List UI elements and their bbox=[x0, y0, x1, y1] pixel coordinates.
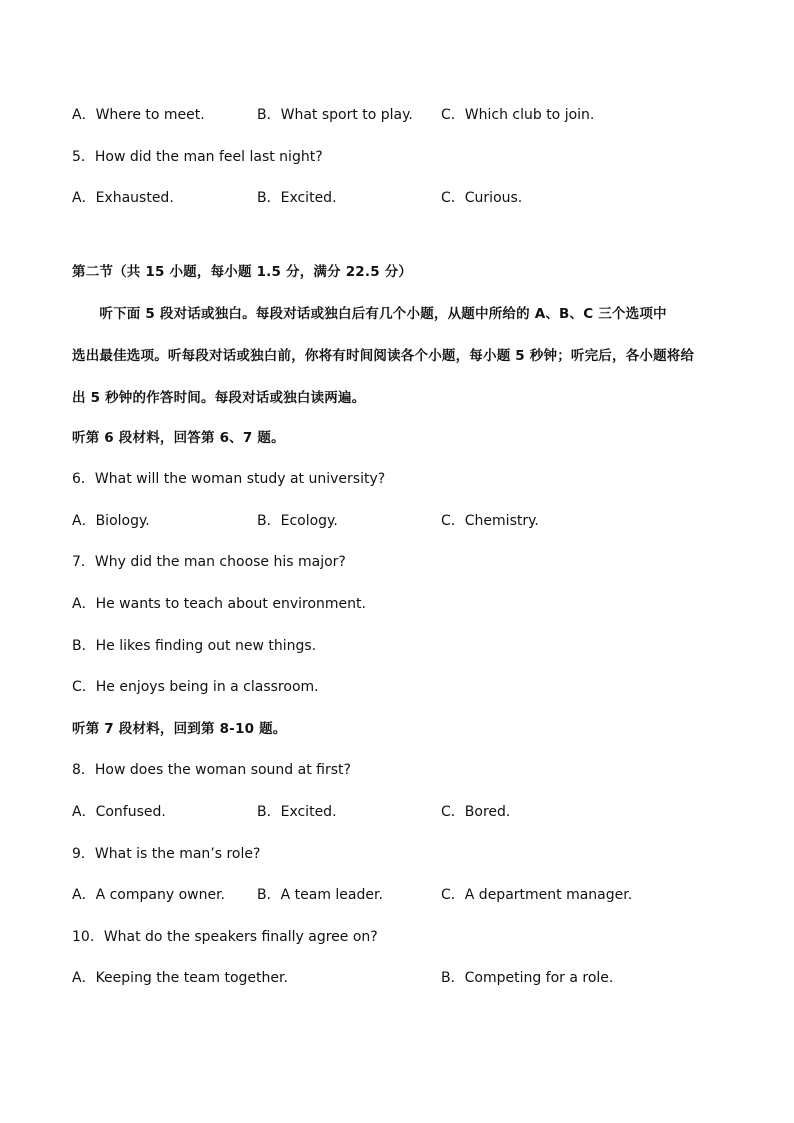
q7-option-a: A．He wants to teach about environment. bbox=[72, 596, 366, 612]
q5-question: 5．How did the man feel last night? bbox=[72, 149, 323, 165]
q8-option-a: A．Confused. bbox=[72, 804, 166, 820]
material6-intro: 听第 6 段材料，回答第 6、7 题。 bbox=[72, 430, 285, 446]
section2-instructions-line1: 听下面 5 段对话或独白。每段对话或独白后有几个小题，从题中所给的 A、B、C 三个选项中 bbox=[72, 306, 667, 322]
material7-intro: 听第 7 段材料，回到第 8-10 题。 bbox=[72, 721, 287, 737]
q5-option-a: A．Exhausted. bbox=[72, 190, 174, 206]
q6-option-c: C．Chemistry. bbox=[441, 513, 539, 529]
q5-option-b: B．Excited. bbox=[257, 190, 337, 206]
q8-option-c: C．Bored. bbox=[441, 804, 511, 820]
q7-option-b: B．He likes finding out new things. bbox=[72, 638, 317, 654]
q7-question: 7．Why did the man choose his major? bbox=[72, 554, 346, 570]
q5-option-c: C．Curious. bbox=[441, 190, 523, 206]
q8-option-b: B．Excited. bbox=[257, 804, 337, 820]
q10-option-a: A．Keeping the team together. bbox=[72, 970, 288, 986]
q10-option-b: B．Competing for a role. bbox=[441, 970, 614, 986]
q7-option-c: C．He enjoys being in a classroom. bbox=[72, 679, 319, 695]
q9-option-b: B．A team leader. bbox=[257, 887, 383, 903]
q9-option-a: A．A company owner. bbox=[72, 887, 226, 903]
section2-heading: 第二节（共 15 小题，每小题 1.5 分，满分 22.5 分） bbox=[72, 264, 413, 280]
section2-instructions-line3: 出 5 秒钟的作答时间。每段对话或独白读两遍。 bbox=[72, 390, 366, 406]
q9-option-c: C．A department manager. bbox=[441, 887, 633, 903]
q8-question: 8．How does the woman sound at first? bbox=[72, 762, 351, 778]
section2-instructions-line2: 选出最佳选项。听每段对话或独白前，你将有时间阅读各个小题，每小题 5 秒钟；听完后，各小题将给 bbox=[72, 348, 695, 364]
q10-question: 10．What do the speakers finally agree on? bbox=[72, 929, 378, 945]
q4-option-c: C．Which club to join. bbox=[441, 107, 595, 123]
q6-option-a: A．Biology. bbox=[72, 513, 150, 529]
q9-question: 9．What is the man’s role? bbox=[72, 846, 261, 862]
q4-option-b: B．What sport to play. bbox=[257, 107, 413, 123]
q4-option-a: A．Where to meet. bbox=[72, 107, 205, 123]
q6-option-b: B．Ecology. bbox=[257, 513, 338, 529]
q6-question: 6．What will the woman study at university? bbox=[72, 471, 386, 487]
